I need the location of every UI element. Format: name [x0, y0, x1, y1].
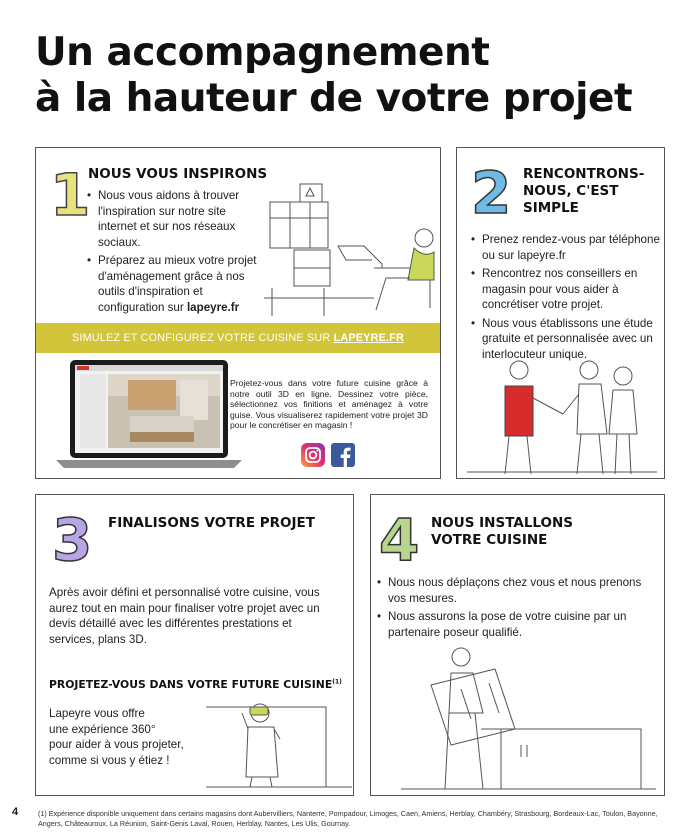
step-1-bullet-1: • Nous vous aidons à trouver l'inspiration sur notre site internet et sur nos réseaux sociaux.	[87, 188, 265, 250]
step-1-number: 1	[50, 161, 91, 229]
vr-line-1: Lapeyre vous offre	[49, 707, 145, 720]
step-1-bullet-2	[87, 253, 265, 315]
step-2-heading-line-1: RENCONTRONS-	[523, 166, 645, 182]
simulator-description: Projetez-vous dans votre future cuisine grâce à notre outil 3D en ligne. Dessinez votre pièce, sélectionnez vos finitions et aménagez à votre guise. Vous visualiserez rapidement votre projet 3D pour le concrétiser en magasin !	[230, 378, 428, 431]
vr-line-4: comme si vous y étiez !	[49, 753, 170, 767]
step-3-card	[35, 494, 354, 796]
step-4-heading-line-2: VOTRE CUISINE	[431, 532, 548, 548]
vr-description	[49, 706, 229, 768]
configurator-banner	[36, 323, 440, 353]
step-4-list	[377, 575, 657, 643]
configurator-banner-link[interactable]: LAPEYRE.FR	[333, 332, 404, 344]
vr-line-2: une expérience 360°	[49, 722, 156, 736]
step-3-number: 3	[52, 506, 93, 574]
woman-laptop-illustration	[264, 178, 440, 320]
step-3-paragraph: Après avoir défini et personnalisé votre cuisine, vous aurez tout en main pour finaliser votre projet avec un devis détaillé avec les différentes prestations et services, plans 3D.	[49, 586, 320, 646]
step-3-heading: FINALISONS VOTRE PROJET	[108, 515, 315, 531]
step-1-bullet-2-text: Préparez au mieux votre projet d'aménagement grâce à nos outils d'inspiration et configuration sur	[98, 254, 257, 314]
handshake-illustration	[467, 354, 657, 474]
installer-illustration	[401, 645, 656, 791]
step-2-heading-line-2: NOUS, C'EST	[523, 183, 619, 199]
step-2-card	[456, 147, 665, 479]
step-2-heading	[523, 166, 663, 217]
page-title-line-2: à la hauteur de votre projet	[35, 76, 633, 121]
lapeyre-link[interactable]: lapeyre.fr	[186, 300, 240, 314]
step-4-number: 4	[379, 506, 420, 574]
step-2-heading-line-3: SIMPLE	[523, 200, 579, 216]
step-4-bullet-1: • Nous nous déplaçons chez vous et nous prenons vos mesures.	[377, 575, 657, 606]
step-4-heading	[431, 515, 573, 549]
vr-line-3: pour aider à vous projeter,	[49, 738, 184, 751]
vr-headset-illustration	[206, 699, 352, 793]
step-4-card	[370, 494, 665, 796]
instagram-icon[interactable]	[301, 443, 325, 467]
step-2-number: 2	[471, 159, 512, 227]
step-1-list	[87, 188, 265, 318]
step-2-bullet-1: • Prenez rendez-vous par téléphone ou sur lapeyre.fr	[471, 232, 661, 263]
vr-subheading-text: PROJETEZ-VOUS DANS VOTRE FUTURE CUISINE	[49, 678, 333, 691]
page-title	[35, 30, 675, 122]
step-2-bullet-3: • Nous vous établissons une étude gratuite et personnalisée avec un interlocuteur unique.	[471, 316, 661, 363]
page-number: 4	[12, 806, 19, 818]
laptop-configurator-illustration	[56, 360, 242, 468]
configurator-banner-text: SIMULEZ ET CONFIGUREZ VOTRE CUISINE SUR	[72, 332, 334, 344]
step-4-bullet-2: • Nous assurons la pose de votre cuisine par un partenaire poseur qualifié.	[377, 609, 657, 640]
step-1-heading: NOUS VOUS INSPIRONS	[88, 166, 268, 182]
step-2-bullet-2: • Rencontrez nos conseillers en magasin pour vous aider à concrétiser votre projet.	[471, 266, 661, 313]
step-4-heading-line-1: NOUS INSTALLONS	[431, 515, 574, 531]
vr-footnote-ref: (1)	[332, 678, 342, 686]
footnote: (1) Expérience disponible uniquement dans certains magasins dont Aubervilliers, Nanterre, Pompadour, Limoges, Caen, Amiens, Herblay, Chambéry, Strasbourg, Bordeaux-Lac, Toulon, Bayonne, Angers, Châteauroux, La Réunion, Saint-Genis Laval, Rouen, Herblay, Nantes, Les Ulis, Gournay.	[38, 809, 658, 828]
step-2-list	[471, 232, 661, 365]
facebook-icon[interactable]	[331, 443, 355, 467]
page-title-line-1: Un accompagnement	[35, 30, 490, 75]
vr-subheading	[49, 678, 342, 691]
step-1-card	[35, 147, 441, 479]
